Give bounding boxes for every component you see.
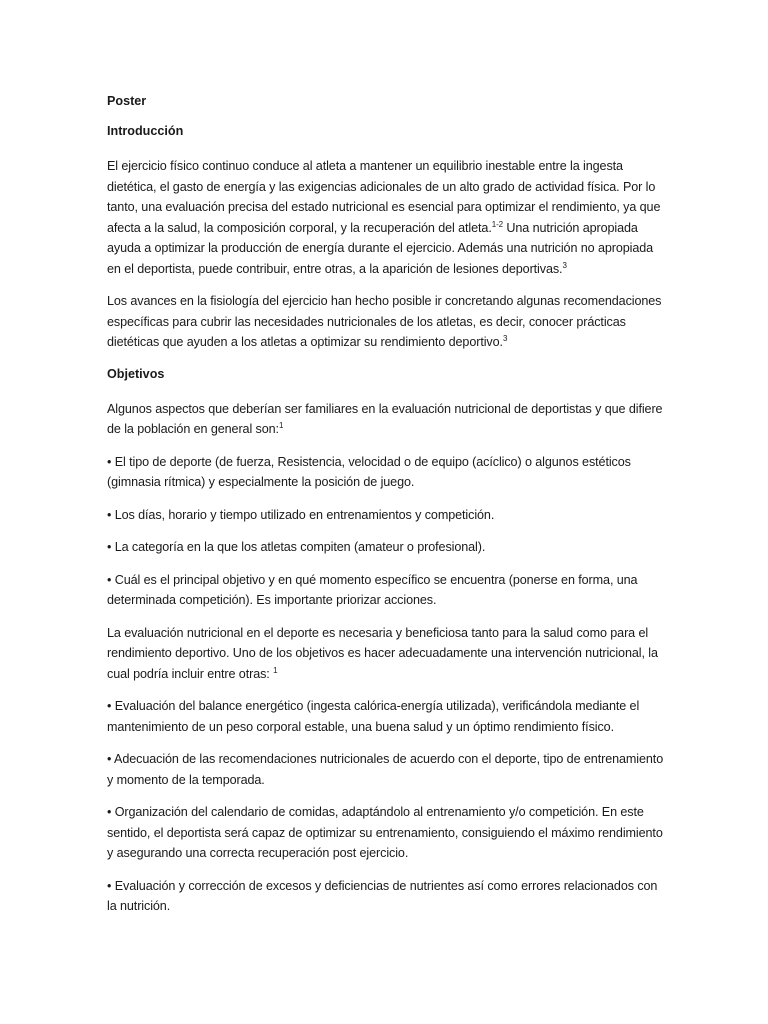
bullet-item: • El tipo de deporte (de fuerza, Resistencia, velocidad o de equipo (acíclico) o algunos estéticos (gimnasia rítmica) y especialmente la posición de juego. [107, 454, 631, 489]
intro-p1-text: El ejercicio físico continuo conduce al atleta a mantener un equilibrio inestable entre la ingesta dietética, el gasto de energía y las exigencias adicionales de un alto grado de actividad física. Por lo tanto, una evaluación precisa del estado nutricional es esencial para optimizar el rendimiento, ya que afecta a la salud, la composición corporal, y la recuperación del atleta. [107, 159, 661, 235]
citation-sup: 1-2 [491, 219, 503, 229]
objectives-heading: Objetivos [107, 366, 165, 381]
obj-p1-text: Algunos aspectos que deberían ser familiares en la evaluación nutricional de deportistas y que difiere de la población en general son: [107, 401, 663, 436]
intro-p2-text: Los avances en la fisiología del ejercicio han hecho posible ir concretando algunas recomendaciones específicas para cubrir las necesidades nutricionales de los atletas, es decir, conocer prácticas dietéticas que ayuden a los atletas a optimizar su rendimiento deportivo. [107, 294, 662, 349]
citation-sup: 1 [278, 420, 284, 430]
citation-sup: 3 [502, 333, 508, 343]
intro-paragraph-1 [107, 156, 668, 279]
citation-sup: 3 [562, 260, 567, 270]
page-title: Poster [107, 94, 147, 108]
intro-heading: Introducción [107, 124, 184, 138]
bullet-item: • Adecuación de las recomendaciones nutricionales de acuerdo con el deporte, tipo de entrenamiento y momento de la temporada. [107, 752, 664, 787]
obj-p2-text: La evaluación nutricional en el deporte es necesaria y beneficiosa tanto para la salud como para el rendimiento deportivo. Uno de los objetivos es hacer adecuadamente una intervención nutricional, la cual podría incluir entre otras: [107, 625, 658, 681]
objectives-paragraph-1 [107, 399, 668, 440]
bullet-item: • Los días, horario y tiempo utilizado en entrenamientos y competición. [107, 507, 495, 522]
intro-paragraph-2 [107, 291, 668, 353]
bullet-item: • Organización del calendario de comidas, adaptándolo al entrenamiento y/o competición. En este sentido, el deportista será capaz de optimizar su entrenamiento, consiguiendo el máximo rendimiento y asegurando una correcta recuperación post ejercicio. [107, 805, 663, 860]
bullet-item: • La categoría en la que los atletas compiten (amateur o profesional). [107, 540, 486, 554]
intro-p1-continuation: Una nutrición apropiada ayuda a optimizar la producción de energía durante el ejercicio. Además una nutrición no apropiada en el deportista, puede contribuir, entre otras, a la aparición de lesiones deportivas. [107, 220, 654, 276]
bullet-item: • Evaluación del balance energético (ingesta calórica-energía utilizada), verificándola mediante el mantenimiento de un peso corporal estable, una buena salud y un óptimo rendimiento físico. [107, 699, 640, 734]
objectives-paragraph-2 [107, 623, 668, 685]
bullet-item: • Cuál es el principal objetivo y en qué momento específico se encuentra (ponerse en forma, una determinada competición). Es importante priorizar acciones. [107, 572, 638, 607]
citation-sup: 1 [273, 665, 278, 675]
bullet-item: • Evaluación y corrección de excesos y deficiencias de nutrientes así como errores relacionados con la nutrición. [107, 878, 658, 913]
